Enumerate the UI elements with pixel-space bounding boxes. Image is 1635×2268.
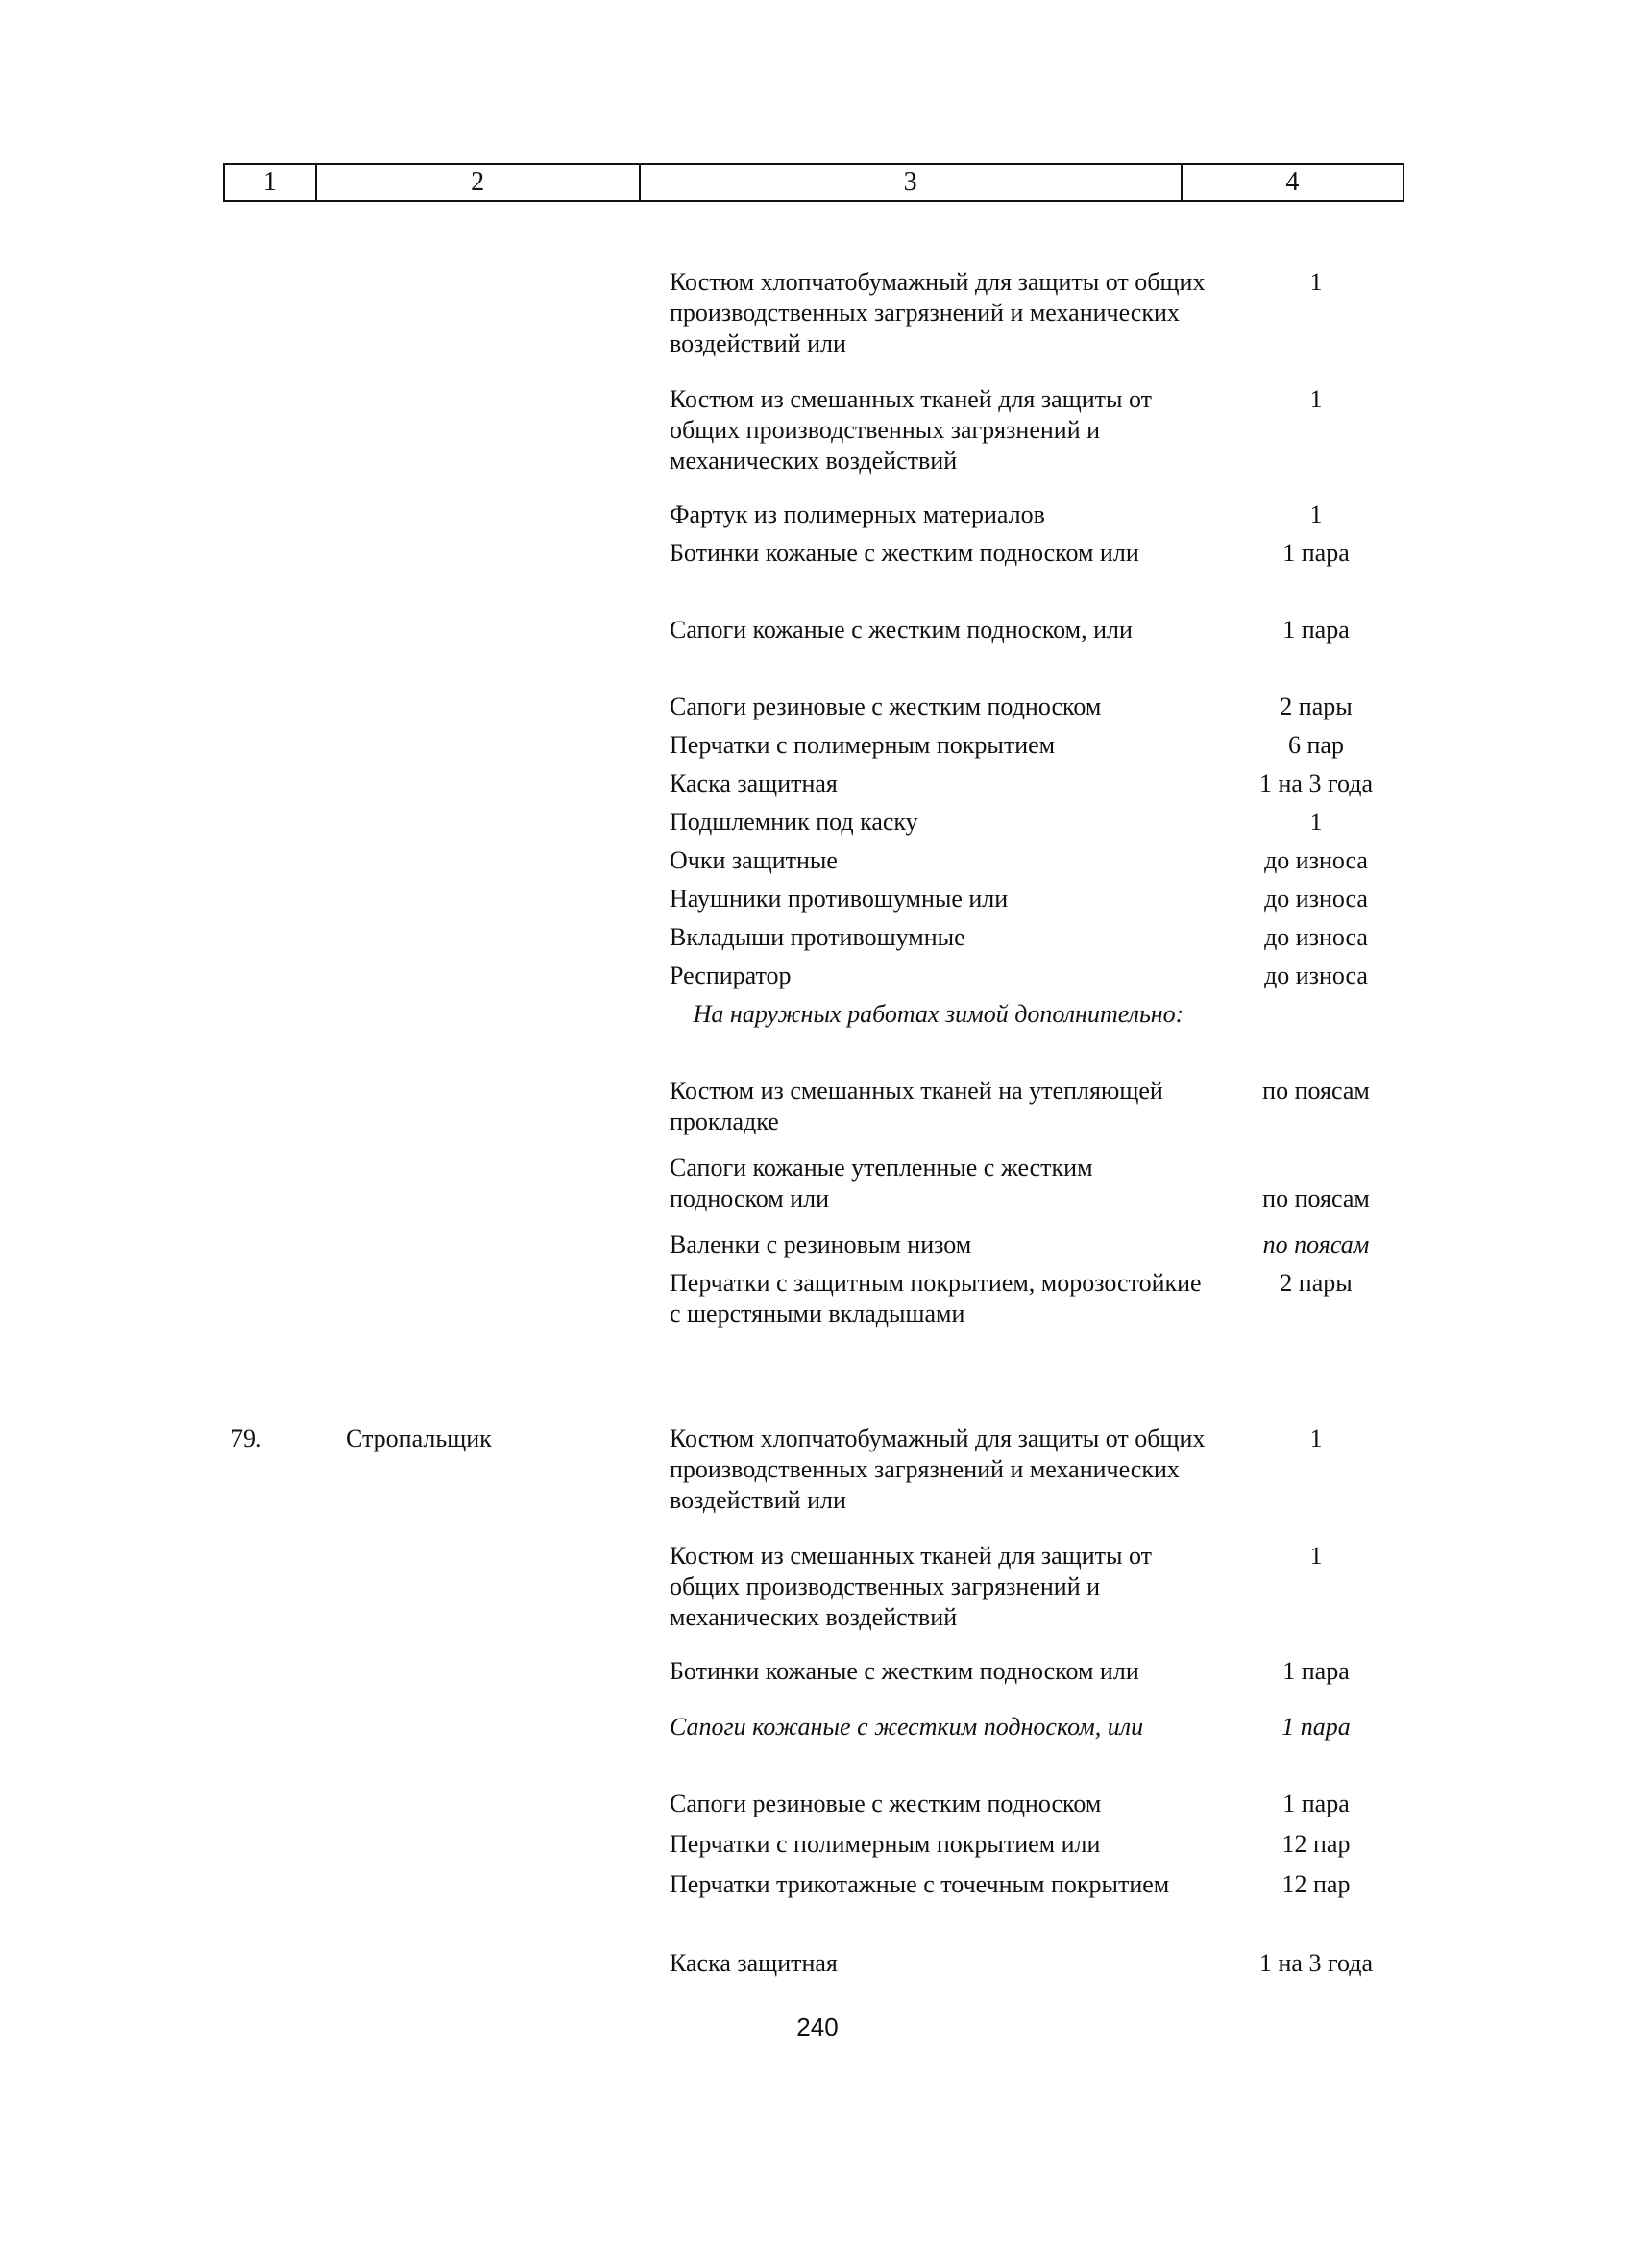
item-name: Перчатки трикотажные с точечным покрытием	[670, 1870, 1170, 1898]
item-quantity: по поясам	[1262, 1231, 1370, 1258]
item-quantity: 1	[1309, 808, 1323, 836]
item-quantity: до износа	[1264, 885, 1368, 913]
item-name: Костюм хлопчатобумажный для защиты от общих производственных загрязнений и механических воздействий или	[670, 1425, 1206, 1514]
item-quantity: 1	[1309, 268, 1323, 296]
item-name: Сапоги кожаные утепленные с жестким подноском или	[670, 1154, 1093, 1212]
item-name: Перчатки с полимерным покрытием или	[670, 1830, 1101, 1858]
item-quantity: 12 пар	[1281, 1830, 1351, 1858]
row-number: 79.	[231, 1425, 262, 1452]
table-header	[223, 163, 1404, 202]
item-quantity: 1 на 3 года	[1259, 769, 1373, 797]
item-quantity: 2 пары	[1280, 1269, 1353, 1297]
header-col-3: 3	[639, 165, 1181, 200]
item-quantity: до износа	[1264, 846, 1368, 874]
profession-name: Стропальщик	[346, 1425, 492, 1452]
item-quantity: 1 пара	[1281, 1713, 1351, 1741]
header-col-2: 2	[315, 165, 639, 200]
item-name: Костюм из смешанных тканей для защиты от общих производственных загрязнений и механических воздействий	[670, 1542, 1152, 1631]
item-name: Вкладыши противошумные	[670, 923, 965, 951]
item-name: Наушники противошумные или	[670, 885, 1009, 913]
header-col-1: 1	[262, 167, 277, 197]
item-quantity: 1 на 3 года	[1259, 1949, 1373, 1977]
item-name: Сапоги резиновые с жестким подноском	[670, 1790, 1102, 1817]
section-note: На наружных работах зимой дополнительно:	[693, 1000, 1184, 1028]
item-name: Каска защитная	[670, 1949, 838, 1977]
item-quantity: 1 пара	[1282, 539, 1350, 567]
item-quantity: 6 пар	[1288, 731, 1344, 759]
item-quantity: 1	[1309, 385, 1323, 413]
item-name: Ботинки кожаные с жестким подноском или	[670, 1657, 1139, 1685]
item-name: Костюм из смешанных тканей на утепляющей прокладке	[670, 1077, 1163, 1135]
item-quantity: по поясам	[1262, 1184, 1370, 1212]
item-name: Костюм хлопчатобумажный для защиты от общих производственных загрязнений и механических воздействий или	[670, 268, 1206, 357]
item-name: Фартук из полимерных материалов	[670, 500, 1045, 528]
item-quantity: 1 пара	[1282, 1790, 1350, 1817]
item-name: Сапоги кожаные с жестким подноском, или	[670, 616, 1133, 644]
item-quantity: 1	[1309, 1425, 1323, 1452]
item-name: Валенки с резиновым низом	[670, 1231, 972, 1258]
item-quantity: 1 пара	[1282, 616, 1350, 644]
item-quantity: по поясам	[1262, 1077, 1370, 1105]
item-name: Перчатки с полимерным покрытием	[670, 731, 1056, 759]
item-quantity: 1	[1309, 500, 1323, 528]
page-number: 240	[796, 2012, 839, 2041]
item-quantity: 12 пар	[1281, 1870, 1351, 1898]
item-name: Костюм из смешанных тканей для защиты от общих производственных загрязнений и механических воздействий	[670, 385, 1152, 475]
item-name: Подшлемник под каску	[670, 808, 918, 836]
item-quantity: до износа	[1264, 962, 1368, 989]
item-name: Перчатки с защитным покрытием, морозостойкие с шерстяными вкладышами	[670, 1269, 1202, 1328]
item-name: Каска защитная	[670, 769, 838, 797]
item-quantity: до износа	[1264, 923, 1368, 951]
item-name: Очки защитные	[670, 846, 838, 874]
item-name: Ботинки кожаные с жестким подноском или	[670, 539, 1139, 567]
item-name: Сапоги резиновые с жестким подноском	[670, 693, 1102, 720]
item-quantity: 1	[1309, 1542, 1323, 1570]
item-name: Сапоги кожаные с жестким подноском, или	[670, 1713, 1144, 1741]
item-quantity: 2 пары	[1280, 693, 1353, 720]
item-quantity: 1 пара	[1282, 1657, 1350, 1685]
header-col-4: 4	[1181, 165, 1403, 200]
item-name: Респиратор	[670, 962, 792, 989]
